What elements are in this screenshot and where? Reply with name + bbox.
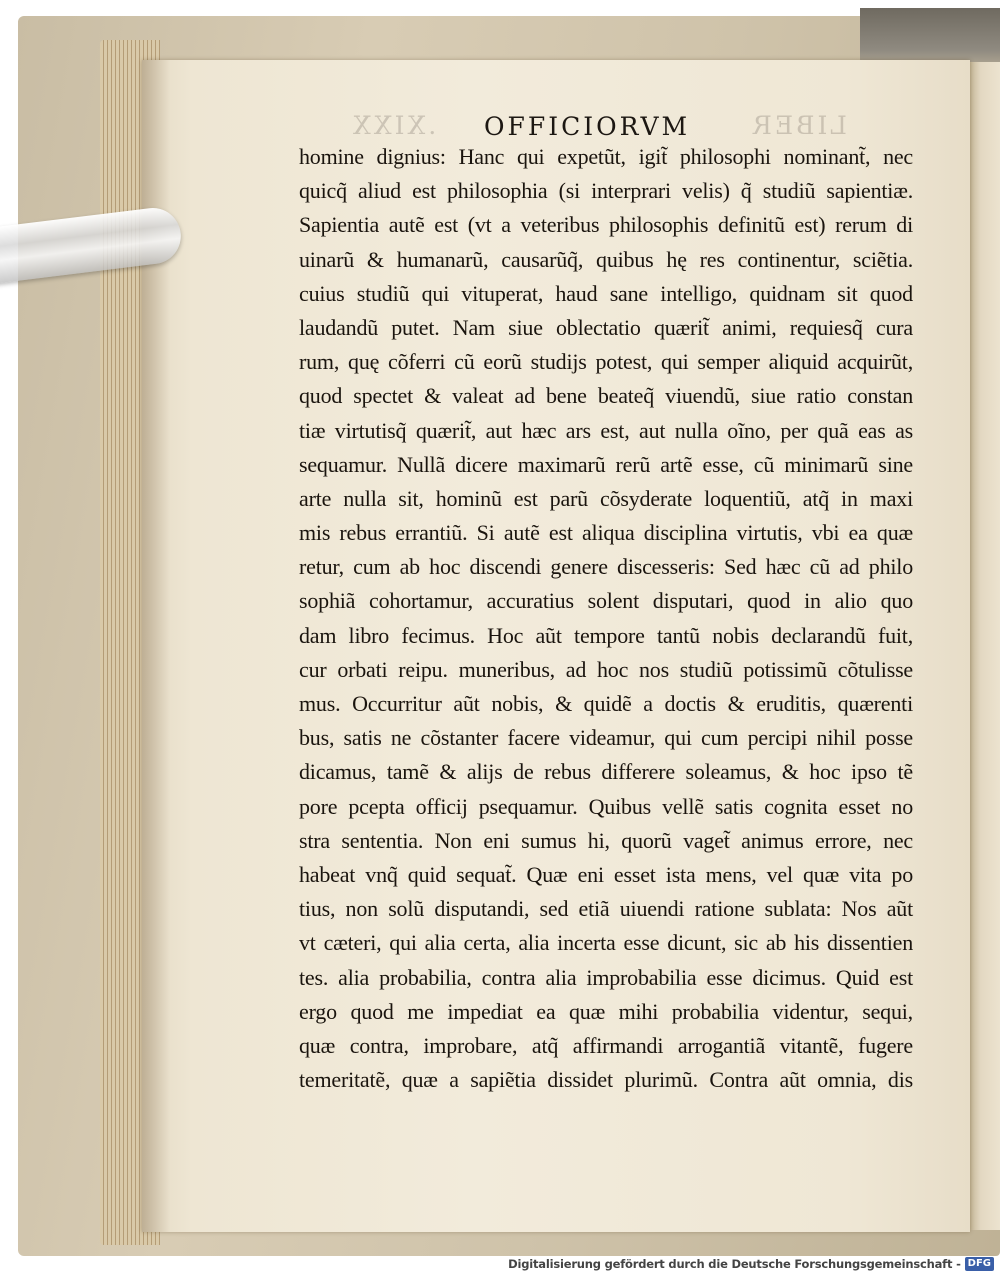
text-line: mis rebus errantiũ. Si autẽ est aliqua disciplina virtutis, vbi ea quæ bbox=[299, 520, 913, 546]
text-line: tius, non solũ disputandi, sed etiã uiuendi ratione sublata: Nos aũt bbox=[299, 896, 913, 922]
text-line: laudandũ putet. Nam siue oblectatio quærit̃ animi, requiesq̃ cura bbox=[299, 314, 913, 340]
text-line: sophiã cohortamur, accuratius solent disputari, quod in alio quo bbox=[299, 588, 913, 614]
text-line: dam libro fecimus. Hoc aũt tempore tantũ nobis declarandũ fuit, bbox=[299, 622, 913, 648]
text-line: sequamur. Nullã dicere maximarũ rerũ artẽ esse, cũ minimarũ sine bbox=[299, 451, 913, 477]
text-line: retur, cum ab hoc discendi genere discesseris: Sed hæc cũ ad philo bbox=[299, 554, 913, 580]
text-line: Sapientia autẽ est (vt a veteribus philosophis definitũ est) rerum di bbox=[299, 212, 913, 238]
text-line: arte nulla sit, hominũ est parũ cõsyderate loquentiũ, atq̃ in maxi bbox=[299, 485, 913, 511]
text-line: quod spectet & valeat ad bene beateq̃ viuendũ, siue ratio constan bbox=[299, 383, 913, 409]
text-line: quicq̃ aliud est philosophia (si interprari velis) q̃ studiũ sapientiæ. bbox=[299, 178, 913, 204]
text-line: rum, quę cõferri cũ eorũ studijs potest, qui semper aliquid acquirũt, bbox=[299, 349, 913, 375]
running-head: OFFICIORVM bbox=[484, 112, 691, 141]
text-line: quæ contra, improbare, atq̃ affirmandi arrogantiã vitantẽ, fugere bbox=[299, 1032, 913, 1058]
text-line: habeat vnq̃ quid sequat̃. Quæ eni esset ista mens, vel quæ vita po bbox=[299, 861, 913, 887]
text-line: cuius studiũ qui vituperat, haud sane intelligo, quidnam sit quod bbox=[299, 280, 913, 306]
text-line: pore pcepta officij psequamur. Quibus vellẽ satis cognita esset no bbox=[299, 793, 913, 819]
text-line: mus. Occurritur aũt nobis, & quidẽ a doctis & eruditis, quærenti bbox=[299, 691, 913, 716]
text-line: tes. alia probabilia, contra alia improbabilia esse dicimus. Quid est bbox=[299, 964, 913, 990]
text-line: tiæ virtutisq̃ quærit̃, aut hæc ars est, aut nulla oĩno, per quã eas as bbox=[299, 417, 913, 443]
text-line: cur orbati reipu. muneribus, ad hoc nos studiũ potissimũ cõtulisse bbox=[299, 656, 913, 682]
text-line: temeritatẽ, quæ a sapiẽtia dissidet plurimũ. Contra aũt omnia, dis bbox=[299, 1067, 913, 1093]
credit-text: Digitalisierung gefördert durch die Deutsche Forschungsgemeinschaft - bbox=[508, 1257, 961, 1271]
bleed-through-text-left: .XIXX bbox=[350, 111, 437, 140]
text-line: dicamus, tamẽ & alijs de rebus differere soleamus, & hoc ipso tẽ bbox=[299, 759, 913, 785]
text-line: ergo quod me impediat ea quæ mihi probabilia videntur, sequi, bbox=[299, 998, 913, 1024]
digitization-credit bbox=[508, 1256, 994, 1272]
text-line: vt cæteri, qui alia certa, alia incerta esse dicunt, sic ab his dissentien bbox=[299, 930, 913, 956]
page-text bbox=[299, 140, 913, 1097]
bleed-through-text-right: LIBER bbox=[750, 111, 847, 140]
text-line: stra sententia. Non eni sumus hi, quorũ vaget̃ animus errore, nec bbox=[299, 827, 913, 853]
text-line: homine dignius: Hanc qui expetũt, igit̃ philosophi nominant̃, nec bbox=[299, 144, 913, 169]
text-line: uinarũ & humanarũ, causarũq̃, quibus hę res continentur, sciẽtia. bbox=[299, 246, 913, 272]
text-line: bus, satis ne cõstanter facere videamur, qui cum percipi nihil posse bbox=[299, 725, 913, 751]
dfg-logo-icon: DFG bbox=[965, 1257, 994, 1271]
facing-page-edge bbox=[968, 62, 1000, 1230]
